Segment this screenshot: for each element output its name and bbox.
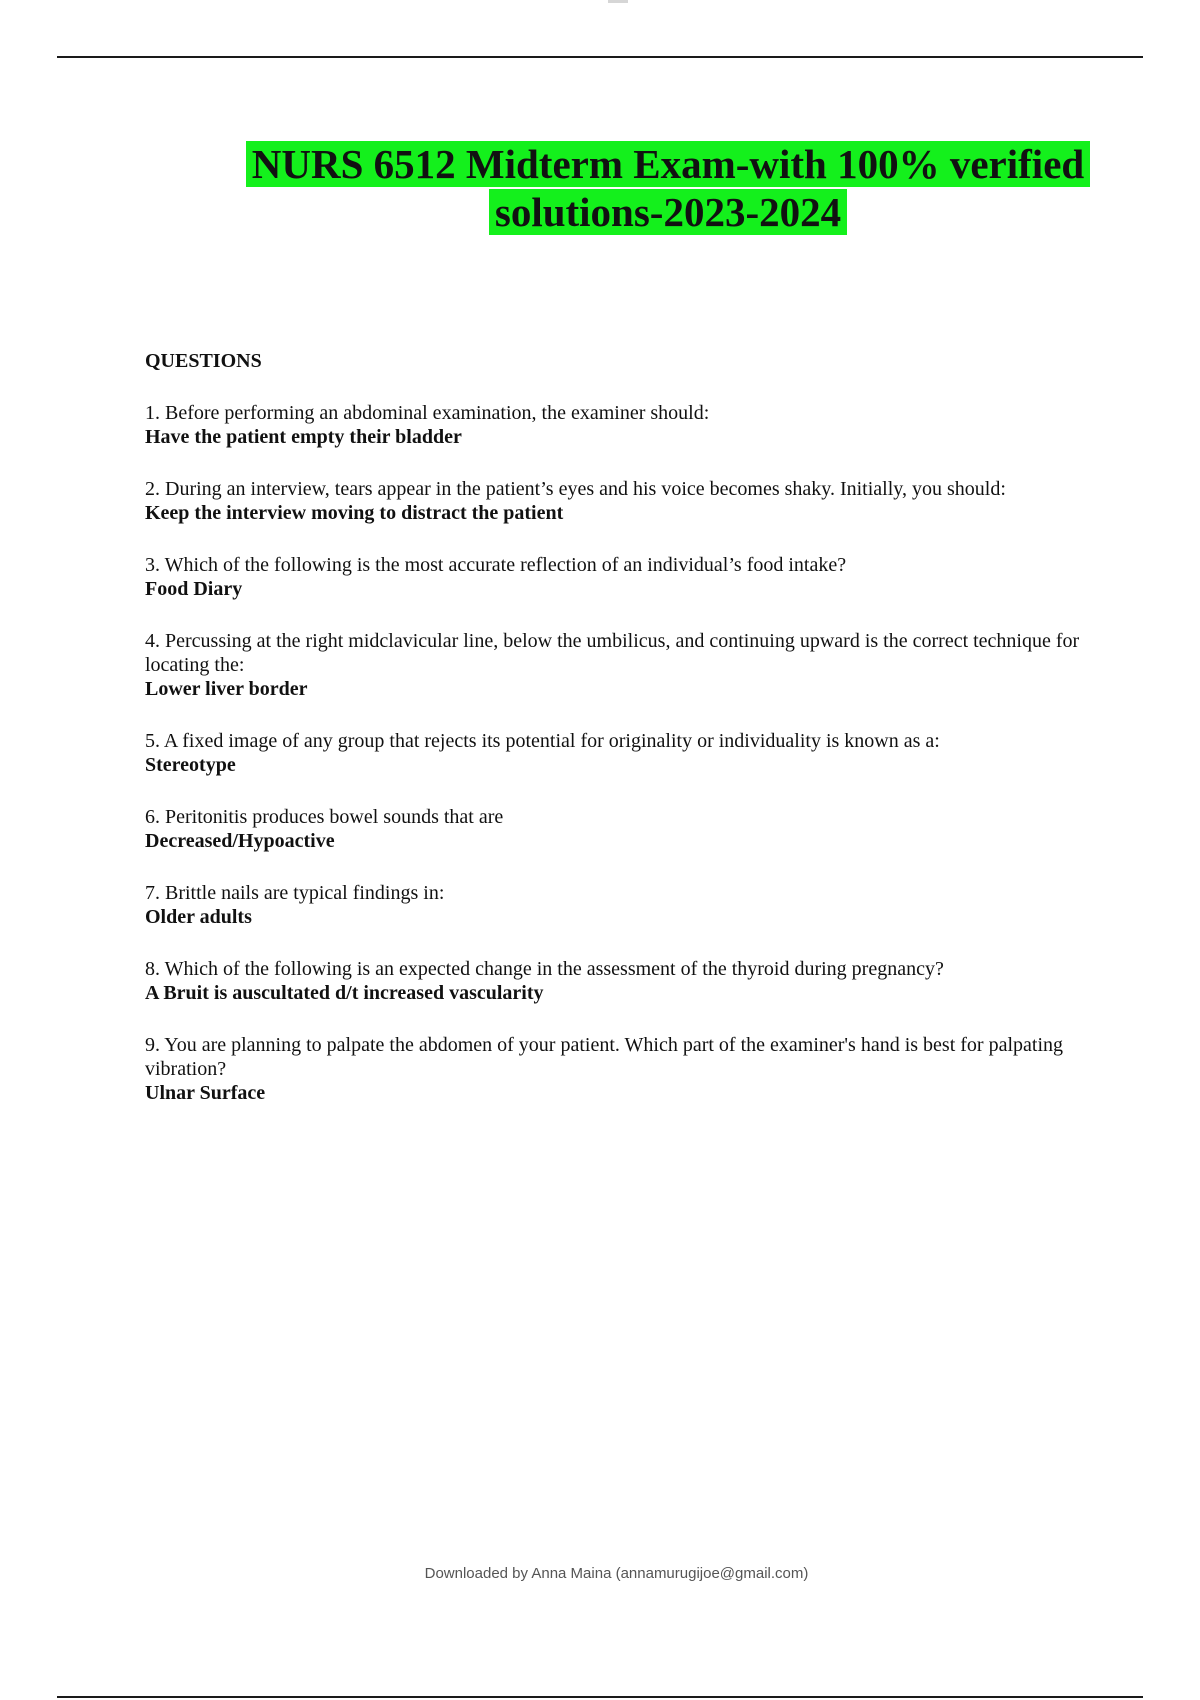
top-divider — [57, 56, 1143, 58]
question-item — [145, 477, 1090, 525]
question-text: 8. Which of the following is an expected change in the assessment of the thyroid during pregnancy? — [145, 958, 944, 980]
answer-text: Stereotype — [145, 754, 236, 776]
question-item — [145, 729, 1090, 777]
question-text: 1. Before performing an abdominal examination, the examiner should: — [145, 402, 710, 424]
question-item — [145, 553, 1090, 601]
question-text: 5. A fixed image of any group that rejects its potential for originality or individuality is known as a: — [145, 730, 940, 752]
question-item — [145, 805, 1090, 853]
title-highlight-line2: solutions-2023-2024 — [489, 189, 847, 235]
answer-text: Have the patient empty their bladder — [145, 426, 462, 448]
question-item — [145, 401, 1090, 449]
title-highlight-line1: NURS 6512 Midterm Exam-with 100% verified — [246, 141, 1090, 187]
answer-text: Ulnar Surface — [145, 1082, 266, 1104]
question-text: 6. Peritonitis produces bowel sounds that are — [145, 806, 504, 828]
question-text: 9. You are planning to palpate the abdomen of your patient. Which part of the examiner's hand is best for palpating vibration? — [145, 1034, 1063, 1080]
answer-text: Food Diary — [145, 578, 243, 600]
answer-text: Decreased/Hypoactive — [145, 830, 335, 852]
question-item — [145, 629, 1090, 701]
question-item — [145, 957, 1090, 1005]
question-text: 4. Percussing at the right midclavicular line, below the umbilicus, and continuing upward is the correct technique for locating the: — [145, 630, 1080, 676]
question-item — [145, 881, 1090, 929]
page-top-tab — [608, 0, 628, 3]
download-footer: Downloaded by Anna Maina (annamurugijoe@gmail.com) — [424, 1565, 809, 1582]
questions-section — [145, 349, 1090, 1133]
question-text: 2. During an interview, tears appear in the patient’s eyes and his voice becomes shaky. Initially, you should: — [145, 478, 1006, 500]
answer-text: Keep the interview moving to distract the patient — [145, 502, 564, 524]
question-text: 7. Brittle nails are typical findings in: — [145, 882, 445, 904]
bottom-divider — [57, 1696, 1143, 1698]
question-item — [145, 1033, 1090, 1105]
question-text: 3. Which of the following is the most accurate reflection of an individual’s food intake? — [145, 554, 847, 576]
section-heading: QUESTIONS — [145, 350, 262, 372]
answer-text: Older adults — [145, 906, 252, 928]
answer-text: A Bruit is auscultated d/t increased vascularity — [145, 982, 544, 1004]
document-title — [150, 140, 1186, 236]
answer-text: Lower liver border — [145, 678, 308, 700]
